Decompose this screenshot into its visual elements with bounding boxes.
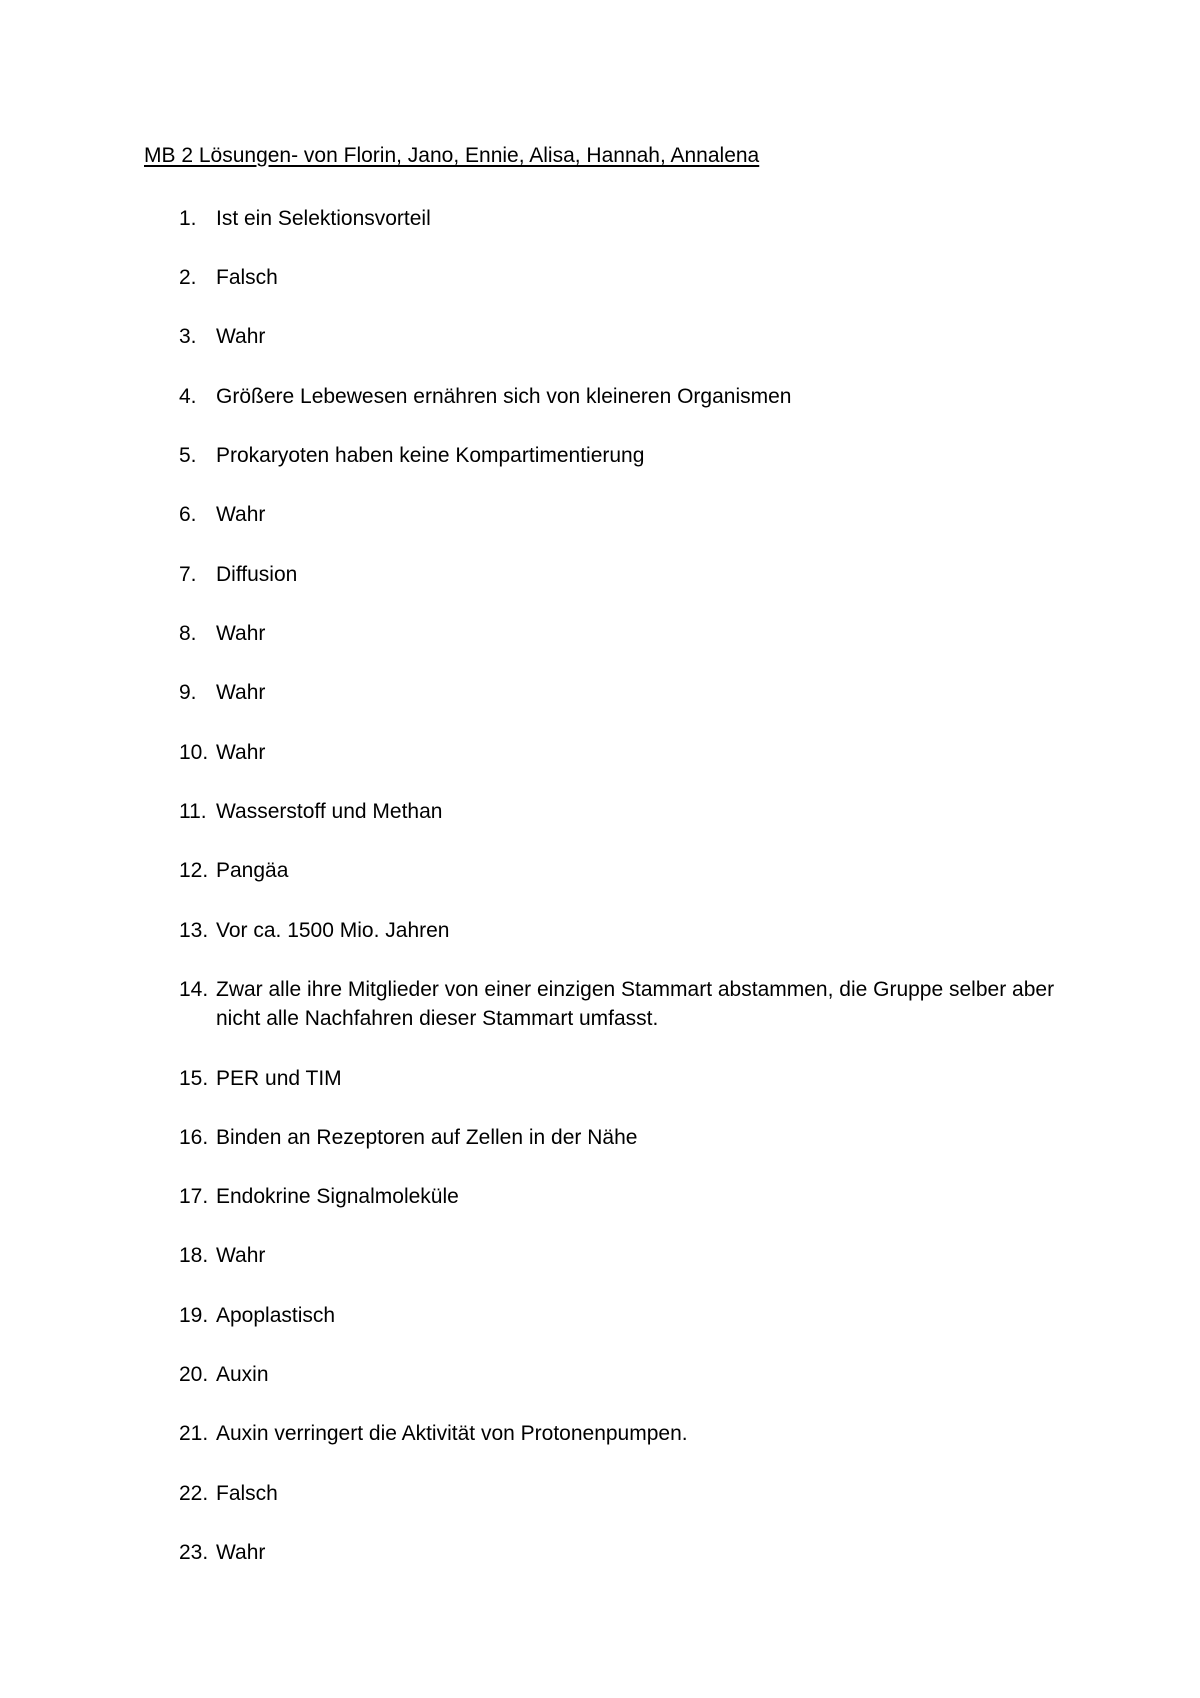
item-number: 4. — [179, 385, 197, 408]
item-text: Wahr — [216, 681, 266, 704]
item-text: Falsch — [216, 266, 278, 289]
item-number: 13. — [179, 919, 209, 942]
item-text: Wasserstoff und Methan — [216, 800, 443, 823]
item-number: 5. — [179, 444, 197, 467]
item-number: 1. — [179, 207, 197, 230]
item-number: 3. — [179, 325, 197, 348]
item-text: Prokaryoten haben keine Kompartimentierung — [216, 444, 645, 467]
item-number: 9. — [179, 681, 197, 704]
item-number: 21. — [179, 1422, 209, 1445]
item-text: Wahr — [216, 503, 266, 526]
item-number: 2. — [179, 266, 197, 289]
item-number: 14. — [179, 978, 209, 1001]
item-text: Wahr — [216, 325, 266, 348]
item-number: 22. — [179, 1482, 209, 1505]
item-text: Vor ca. 1500 Mio. Jahren — [216, 919, 450, 942]
item-number: 10. — [179, 741, 209, 764]
item-number: 7. — [179, 563, 197, 586]
item-text: Pangäa — [216, 859, 289, 882]
item-text: Endokrine Signalmoleküle — [216, 1185, 459, 1208]
item-number: 20. — [179, 1363, 209, 1386]
item-text: Wahr — [216, 1244, 266, 1267]
item-number: 19. — [179, 1304, 209, 1327]
item-number: 18. — [179, 1244, 209, 1267]
item-number: 12. — [179, 859, 209, 882]
item-text: Apoplastisch — [216, 1304, 336, 1327]
item-text: Auxin verringert die Aktivität von Protonenpumpen. — [216, 1422, 688, 1445]
item-number: 16. — [179, 1126, 209, 1149]
item-text: Diffusion — [216, 563, 298, 586]
item-number: 11. — [179, 800, 207, 823]
item-text: Falsch — [216, 1482, 278, 1505]
item-number: 8. — [179, 622, 197, 645]
item-text: Wahr — [216, 741, 266, 764]
item-text: PER und TIM — [216, 1067, 342, 1090]
item-number: 23. — [179, 1541, 209, 1564]
item-text: Wahr — [216, 622, 266, 645]
item-number: 6. — [179, 503, 197, 526]
item-text: Binden an Rezeptoren auf Zellen in der Nähe — [216, 1126, 638, 1149]
item-number: 17. — [179, 1185, 209, 1208]
item-text: Zwar alle ihre Mitglieder von einer einzigen Stammart abstammen, die Gruppe selber aber nicht alle Nachfahren dieser Stammart umfasst. — [216, 978, 1055, 1030]
item-text: Ist ein Selektionsvorteil — [216, 207, 431, 230]
document-title: MB 2 Lösungen- von Florin, Jano, Ennie, Alisa, Hannah, Annalena — [144, 144, 760, 167]
item-text: Auxin — [216, 1363, 269, 1386]
item-text: Wahr — [216, 1541, 266, 1564]
item-text: Größere Lebewesen ernähren sich von kleineren Organismen — [216, 385, 792, 408]
item-number: 15. — [179, 1067, 209, 1090]
